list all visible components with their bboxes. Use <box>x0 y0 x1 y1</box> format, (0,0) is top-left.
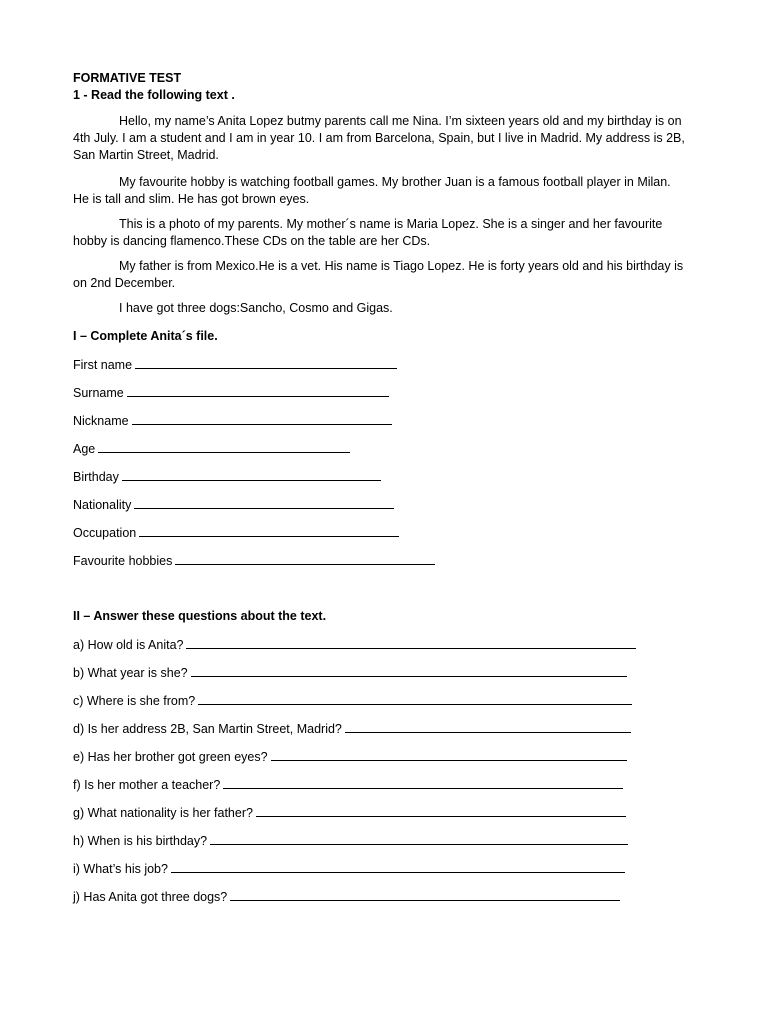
answer-line[interactable] <box>210 832 628 845</box>
question-text: j) Has Anita got three dogs? <box>73 890 228 904</box>
paragraph-mother: This is a photo of my parents. My mother´s name is Maria Lopez. She is a singer and her favourite hobby is dancing flamenco.These CDs on the table are her CDs. <box>73 217 663 248</box>
question-d <box>73 720 631 738</box>
answer-line[interactable] <box>345 720 631 733</box>
question-f <box>73 776 623 794</box>
question-i <box>73 860 625 878</box>
paragraph-intro: Hello, my name’s Anita Lopez butmy parents call me Nina. I’m sixteen years old and my birthday is on 4th July. I am a student and I am in year 10. I am from Barcelona, Spain, but I live in Madrid. My address is 2B, San Martin Street, Madrid. <box>73 114 685 162</box>
file-field-nickname <box>73 412 392 430</box>
field-label: Favourite hobbies <box>73 554 173 568</box>
part1-heading: I – Complete Anita´s file. <box>73 329 218 343</box>
paragraph-father: My father is from Mexico.He is a vet. His name is Tiago Lopez. He is forty years old and his birthday is on 2nd December. <box>73 259 684 290</box>
file-field-surname <box>73 384 389 402</box>
question-text: g) What nationality is her father? <box>73 806 253 820</box>
question-text: f) Is her mother a teacher? <box>73 778 221 792</box>
answer-line[interactable] <box>256 804 626 817</box>
field-label: Nationality <box>73 498 132 512</box>
question-text: c) Where is she from? <box>73 694 196 708</box>
field-label: Nickname <box>73 414 129 428</box>
answer-line[interactable] <box>98 440 350 453</box>
answer-line[interactable] <box>230 888 620 901</box>
file-field-birthday <box>73 468 381 486</box>
question-g <box>73 804 626 822</box>
answer-line[interactable] <box>223 776 623 789</box>
paragraph-hobby: My favourite hobby is watching football games. My brother Juan is a famous football player in Milan. He is tall and slim. He has got brown eyes. <box>73 175 671 206</box>
field-label: Occupation <box>73 526 137 540</box>
question-text: d) Is her address 2B, San Martin Street, Madrid? <box>73 722 342 736</box>
field-label: Surname <box>73 386 124 400</box>
question-text: i) What’s his job? <box>73 862 168 876</box>
question-text: a) How old is Anita? <box>73 638 184 652</box>
question-h <box>73 832 628 850</box>
answer-line[interactable] <box>135 356 397 369</box>
question-j <box>73 888 620 906</box>
field-label: Birthday <box>73 470 119 484</box>
answer-line[interactable] <box>186 636 636 649</box>
question-b <box>73 664 627 682</box>
field-label: Age <box>73 442 96 456</box>
part2-heading: II – Answer these questions about the text. <box>73 609 327 623</box>
answer-line[interactable] <box>134 496 394 509</box>
answer-line[interactable] <box>122 468 381 481</box>
page-title: FORMATIVE TEST <box>73 71 182 85</box>
question-text: b) What year is she? <box>73 666 188 680</box>
field-label: First name <box>73 358 133 372</box>
answer-line[interactable] <box>132 412 392 425</box>
section-heading-reading: 1 - Read the following text . <box>73 88 235 102</box>
answer-line[interactable] <box>198 692 632 705</box>
question-e <box>73 748 627 766</box>
file-field-favourite-hobbies <box>73 552 435 570</box>
paragraph-dogs: I have got three dogs:Sancho, Cosmo and Gigas. <box>119 301 393 315</box>
question-text: e) Has her brother got green eyes? <box>73 750 268 764</box>
answer-line[interactable] <box>171 860 625 873</box>
answer-line[interactable] <box>127 384 389 397</box>
file-field-occupation <box>73 524 399 542</box>
answer-line[interactable] <box>271 748 627 761</box>
file-field-age <box>73 440 350 458</box>
answer-line[interactable] <box>175 552 435 565</box>
question-text: h) When is his birthday? <box>73 834 208 848</box>
answer-line[interactable] <box>139 524 399 537</box>
file-field-first-name <box>73 356 397 374</box>
answer-line[interactable] <box>191 664 627 677</box>
question-c <box>73 692 632 710</box>
file-field-nationality <box>73 496 394 514</box>
question-a <box>73 636 636 654</box>
